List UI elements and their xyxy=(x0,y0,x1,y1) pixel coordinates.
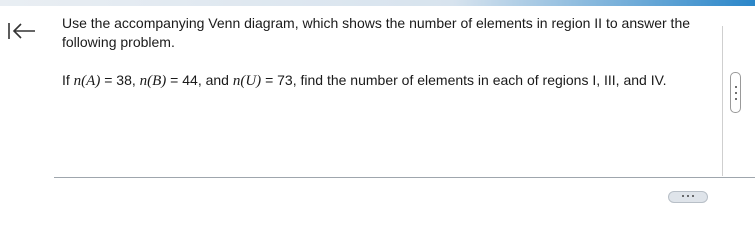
n-u-value: = 73, find the number of elements in each of regions I, III, and IV. xyxy=(261,72,667,88)
ellipsis-dot xyxy=(735,92,737,94)
n-u-expression: n(U) xyxy=(232,73,262,89)
problem-intro: If xyxy=(62,72,74,88)
n-a-expression: n(A) xyxy=(73,73,101,89)
question-prompt: Use the accompanying Venn diagram, which shows the number of elements in region II to answer the following problem. xyxy=(62,15,691,50)
ellipsis-dot xyxy=(687,195,689,197)
n-a-value: = 38, xyxy=(100,72,140,88)
n-b-value: = 44, and xyxy=(166,72,233,88)
back-arrow-icon xyxy=(7,21,37,41)
expand-pill-button[interactable] xyxy=(668,191,708,203)
vertical-ellipsis-icon xyxy=(735,86,737,88)
ellipsis-dot xyxy=(735,98,737,100)
panel-divider xyxy=(722,26,723,176)
more-options-button[interactable] xyxy=(730,72,741,113)
n-b-expression: n(B) xyxy=(139,73,167,89)
section-divider xyxy=(54,177,755,178)
top-accent-bar xyxy=(0,0,755,6)
problem-statement xyxy=(62,71,712,91)
ellipsis-dot xyxy=(692,195,694,197)
horizontal-ellipsis-icon xyxy=(682,195,684,197)
back-button[interactable] xyxy=(7,18,39,44)
